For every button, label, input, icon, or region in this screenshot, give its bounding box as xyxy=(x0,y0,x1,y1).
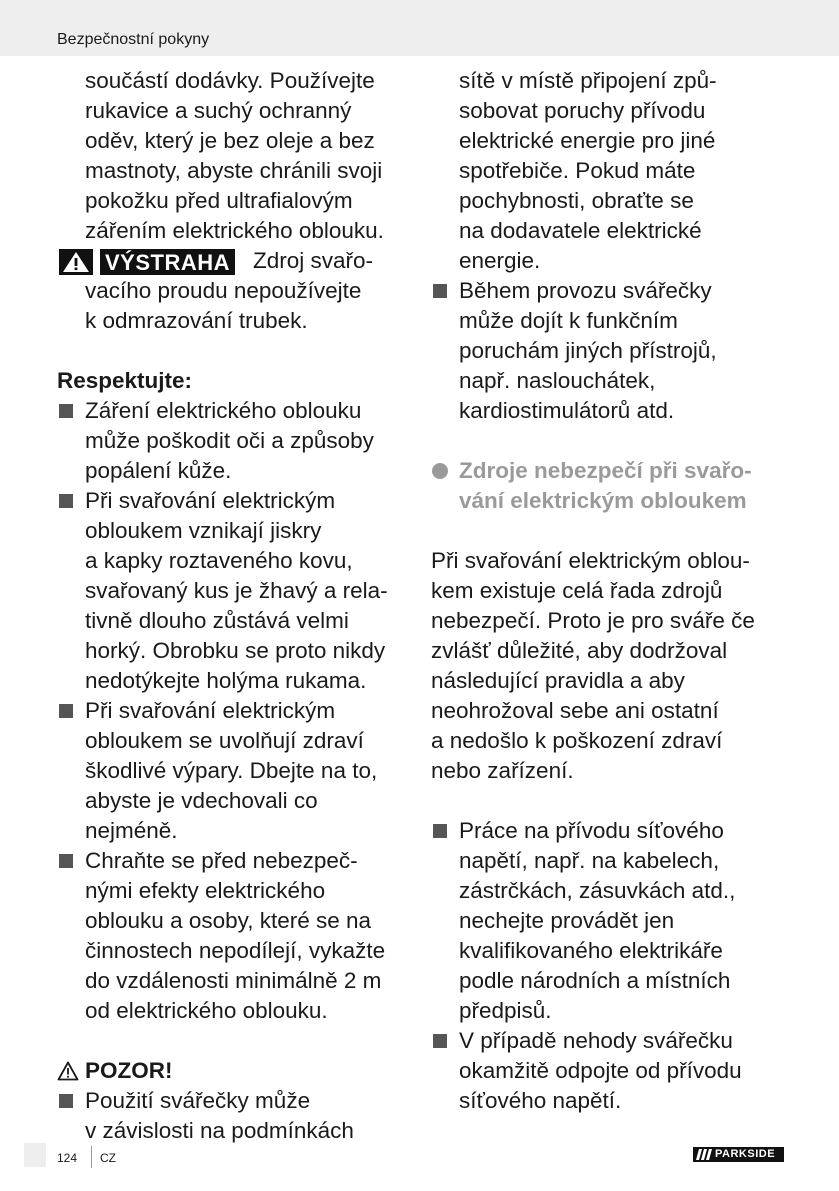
square-bullet-icon xyxy=(59,854,73,868)
brand-name: PARKSIDE xyxy=(715,1148,776,1160)
text-line: sítě v místě připojení způ- xyxy=(459,68,717,93)
section-subheading-line: vání elektrickým obloukem xyxy=(459,488,747,513)
text-line: k odmrazování trubek. xyxy=(85,308,308,333)
text-line: spotřebiče. Pokud máte xyxy=(459,158,696,183)
brand-stripes-icon xyxy=(696,1149,712,1160)
text-line: obloukem se uvolňují zdraví xyxy=(85,728,364,753)
caution-heading: POZOR! xyxy=(57,1056,417,1086)
respect-heading: Respektujte: xyxy=(57,368,193,393)
text-line: síťového napětí. xyxy=(459,1088,622,1113)
language-code: CZ xyxy=(100,1151,116,1165)
section-subheading: Zdroje nebezpečí při svařo- xyxy=(431,456,791,486)
square-bullet-icon xyxy=(59,494,73,508)
text-line: tivně dlouho zůstává velmi xyxy=(85,608,349,633)
paragraph-line: a nedošlo k poškození zdraví xyxy=(431,728,723,753)
text-line: elektrické energie pro jiné xyxy=(459,128,716,153)
page-number: 124 xyxy=(57,1151,78,1165)
paragraph-line: neohrožoval sebe ani ostatní xyxy=(431,698,719,723)
text-line: činnostech nepodílejí, vykažte xyxy=(85,938,386,963)
text-line: nechejte provádět jen xyxy=(459,908,675,933)
list-item: Při svařování elektrickým xyxy=(57,486,417,516)
brand-logo xyxy=(693,1147,784,1162)
text-line: Zdroj svařo- xyxy=(253,248,374,273)
list-item: Chraňte se před nebezpeč- xyxy=(57,846,417,876)
text-line: pochybnosti, obraťte se xyxy=(459,188,694,213)
text-line: od elektrického oblouku. xyxy=(85,998,328,1023)
right-column xyxy=(431,66,791,1116)
text-line: sobovat poruchy přívodu xyxy=(459,98,706,123)
paragraph-line: následující pravidla a aby xyxy=(431,668,685,693)
text-line: oděv, který je bez oleje a bez xyxy=(85,128,375,153)
text-line: okamžitě odpojte od přívodu xyxy=(459,1058,742,1083)
text-line: nými efekty elektrického xyxy=(85,878,326,903)
circle-bullet-icon xyxy=(432,463,448,479)
text-line: pokožku před ultrafialovým xyxy=(85,188,353,213)
text-line: vacího proudu nepoužívejte xyxy=(85,278,362,303)
footer-marker xyxy=(24,1143,46,1167)
square-bullet-icon xyxy=(59,1094,73,1108)
text-line: energie. xyxy=(459,248,541,273)
square-bullet-icon xyxy=(433,1034,447,1048)
paragraph-line: nebezpečí. Proto je pro sváře če xyxy=(431,608,755,633)
page-header xyxy=(0,0,839,56)
square-bullet-icon xyxy=(59,404,73,418)
text-line: např. naslouchátek, xyxy=(459,368,656,393)
text-line: abyste je vdechovali co xyxy=(85,788,318,813)
section-title: Bezpečnostní pokyny xyxy=(57,31,210,48)
footer-divider xyxy=(91,1146,92,1168)
text-line: škodlivé výpary. Dbejte na to, xyxy=(85,758,378,783)
left-column xyxy=(57,66,417,1146)
caution-triangle-icon xyxy=(57,1061,79,1081)
warning-label: VÝSTRAHA xyxy=(100,249,235,275)
text-line: kvalifikovaného elektrikáře xyxy=(459,938,723,963)
paragraph-line: nebo zařízení. xyxy=(431,758,574,783)
list-item: Použití svářečky může xyxy=(57,1086,417,1116)
list-item: V případě nehody svářečku xyxy=(431,1026,791,1056)
text-line: obloukem vznikají jiskry xyxy=(85,518,322,543)
text-line: horký. Obrobku se proto nikdy xyxy=(85,638,386,663)
paragraph-line: Při svařování elektrickým oblou- xyxy=(431,548,750,573)
text-line: svařovaný kus je žhavý a rela- xyxy=(85,578,388,603)
text-line: do vzdálenosti minimálně 2 m xyxy=(85,968,382,993)
text-line: zástrčkách, zásuvkách atd., xyxy=(459,878,736,903)
text-line: zářením elektrického oblouku. xyxy=(85,218,384,243)
text-line: předpisů. xyxy=(459,998,552,1023)
text-line: na dodavatele elektrické xyxy=(459,218,702,243)
square-bullet-icon xyxy=(433,284,447,298)
list-item: Práce na přívodu síťového xyxy=(431,816,791,846)
text-line: kardiostimulátorů atd. xyxy=(459,398,675,423)
text-line: napětí, např. na kabelech, xyxy=(459,848,720,873)
list-item: Při svařování elektrickým xyxy=(57,696,417,726)
paragraph-line: kem existuje celá řada zdrojů xyxy=(431,578,723,603)
list-item: Během provozu svářečky xyxy=(431,276,791,306)
text-line: nejméně. xyxy=(85,818,178,843)
square-bullet-icon xyxy=(433,824,447,838)
text-line: popálení kůže. xyxy=(85,458,232,483)
text-line: oblouku a osoby, které se na xyxy=(85,908,372,933)
text-line: a kapky roztaveného kovu, xyxy=(85,548,353,573)
text-line: poruchám jiných přístrojů, xyxy=(459,338,717,363)
text-line: nedotýkejte holýma rukama. xyxy=(85,668,367,693)
text-line: rukavice a suchý ochranný xyxy=(85,98,352,123)
warning-notice xyxy=(57,246,417,276)
warning-triangle-icon xyxy=(59,249,93,275)
text-line: může dojít k funkčním xyxy=(459,308,678,333)
paragraph-line: zvlášť důležité, aby dodržoval xyxy=(431,638,728,663)
text-line: podle národních a místních xyxy=(459,968,731,993)
list-item: Záření elektrického oblouku xyxy=(57,396,417,426)
text-line: může poškodit oči a způsoby xyxy=(85,428,374,453)
text-line: součástí dodávky. Používejte xyxy=(85,68,375,93)
square-bullet-icon xyxy=(59,704,73,718)
text-line: v závislosti na podmínkách xyxy=(85,1118,354,1143)
text-line: mastnoty, abyste chránili svoji xyxy=(85,158,383,183)
